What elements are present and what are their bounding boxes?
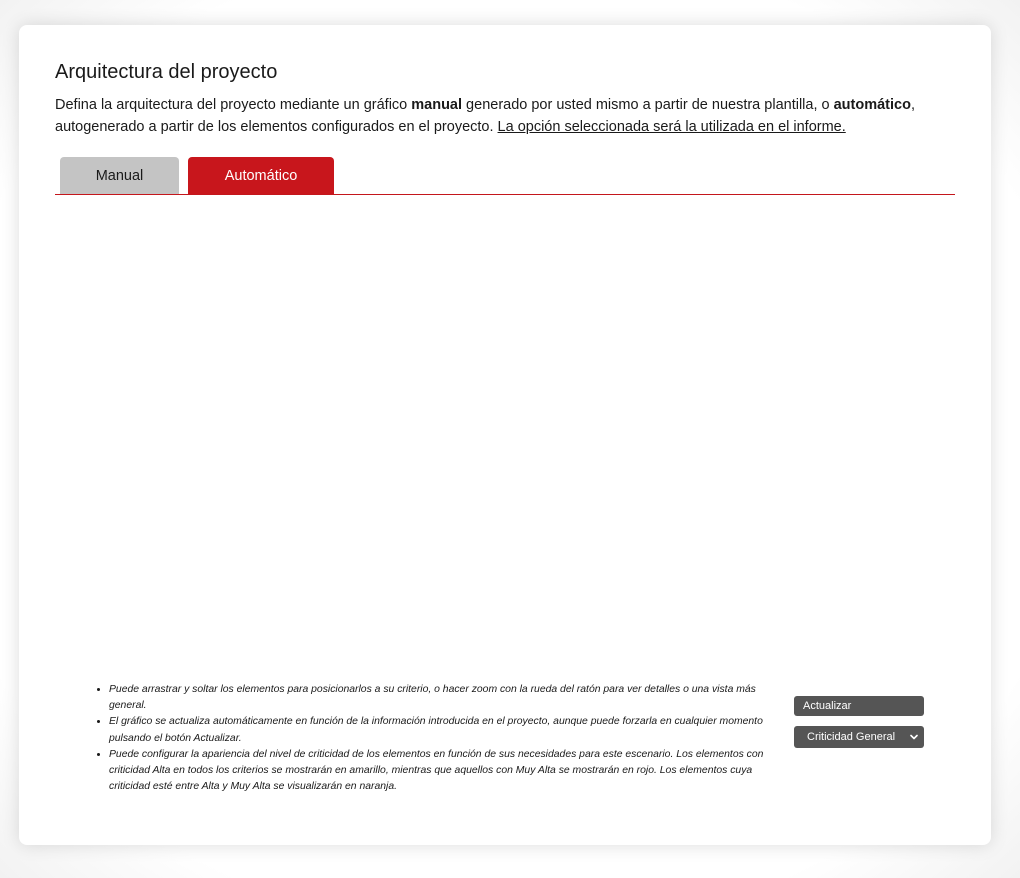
intro-automatic-bold: automático [833,97,911,113]
help-note-drag-zoom: • Puede arrastrar y soltar los elementos para posicionarlos a su criterio, o hacer zoom con la rueda del ratón para ver detalles o una vista más general. [109,682,769,714]
help-notes [91,682,769,795]
page-title: Arquitectura del proyecto [55,61,278,83]
architecture-graph-canvas[interactable] [55,196,955,676]
help-note-auto-update: • El gráfico se actualiza automáticamente en función de la información introducida en el proyecto, aunque puede forzarla en cualquier momento pulsando el botón Actualizar. [109,714,769,746]
intro-selection-note: La opción seleccionada será la utilizada en el informe. [497,119,846,135]
tab-manual[interactable]: Manual [60,157,179,194]
help-note-criticity: • Puede configurar la apariencia del nivel de criticidad de los elementos en función de sus necesidades para este escenario. Los elementos con criticidad Alta en todos los criterios se mostrarán en amarillo, mientras que aquellos con Muy Alta se mostrarán en rojo. Los elementos cuya criticidad esté entre Alta y Muy Alta se visualizarán en naranja. [109,747,769,796]
tab-automatic[interactable]: Automático [188,157,334,194]
architecture-tabs [55,157,955,195]
criticity-select[interactable] [794,726,924,748]
chevron-down-icon [910,733,918,741]
architecture-panel [19,25,991,845]
criticity-select-value: Criticidad General [807,731,896,743]
intro-text-part1: Defina la arquitectura del proyecto mediante un gráfico [55,97,412,113]
intro-text [55,94,960,138]
intro-text-part3: , autogenerado a partir de los elementos configurados en el proyecto. [55,97,915,135]
intro-text-part2: generado por usted mismo a partir de nuestra plantilla, o [462,97,834,113]
update-button[interactable]: Actualizar [794,696,924,716]
intro-manual-bold: manual [411,97,463,113]
